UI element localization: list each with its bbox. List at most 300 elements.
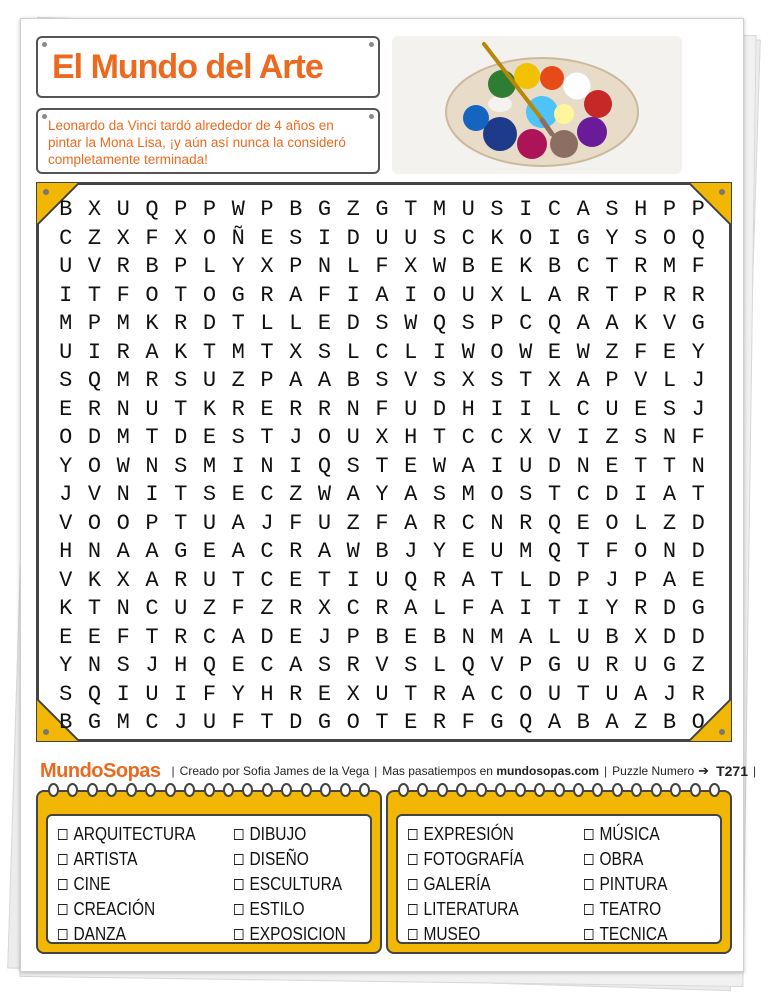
checkbox-icon[interactable] [234,929,243,940]
grid-letter[interactable]: T [202,339,217,365]
grid-letter[interactable]: E [547,339,562,365]
word-list-item[interactable] [584,897,667,922]
grid-letter[interactable]: X [174,225,188,251]
grid-letter[interactable]: R [432,510,447,536]
grid-letter[interactable]: A [404,510,418,536]
grid-letter[interactable]: H [634,197,648,222]
grid-letter[interactable]: V [87,482,102,507]
grid-letter[interactable]: E [202,539,217,564]
grid-letter[interactable]: R [289,396,303,422]
checkbox-icon[interactable] [584,829,593,840]
grid-letter[interactable]: A [547,282,562,308]
grid-letter[interactable]: L [519,282,533,308]
grid-letter[interactable]: Z [605,339,619,365]
grid-letter[interactable]: O [87,453,102,479]
checkbox-icon[interactable] [58,904,67,915]
word-list-item[interactable] [584,847,667,872]
grid-letter[interactable]: U [404,396,418,422]
checkbox-icon[interactable] [234,904,243,915]
grid-letter[interactable]: D [662,596,677,621]
grid-letter[interactable]: C [260,567,274,593]
grid-letter[interactable]: O [490,339,504,365]
grid-letter[interactable]: C [461,510,475,536]
grid-letter[interactable]: R [375,596,389,621]
grid-letter[interactable]: G [231,282,245,308]
grid-letter[interactable]: U [202,510,217,536]
grid-letter[interactable]: Y [231,681,245,707]
grid-letter[interactable]: F [605,539,619,564]
grid-letter[interactable]: D [346,225,360,251]
grid-letter[interactable]: A [576,197,590,222]
grid-letter[interactable]: M [461,482,475,507]
grid-letter[interactable]: Q [87,681,102,707]
grid-letter[interactable]: I [404,282,418,308]
grid-letter[interactable]: E [317,681,332,707]
grid-letter[interactable]: R [289,539,303,564]
grid-letter[interactable]: P [260,197,274,222]
grid-letter[interactable]: J [174,710,188,735]
grid-letter[interactable]: L [260,311,274,336]
grid-letter[interactable]: G [317,197,332,222]
grid-letter[interactable]: Q [87,368,102,393]
grid-letter[interactable]: H [174,653,188,678]
grid-letter[interactable]: T [404,681,418,707]
grid-letter[interactable]: U [116,197,130,222]
grid-letter[interactable]: E [289,624,303,650]
grid-letter[interactable]: D [432,396,447,422]
grid-letter[interactable]: A [231,539,245,564]
grid-letter[interactable]: O [202,282,217,308]
grid-letter[interactable]: R [87,396,102,422]
grid-letter[interactable]: L [547,624,562,650]
grid-letter[interactable]: F [634,339,648,365]
word-list-item[interactable] [58,847,196,872]
grid-letter[interactable]: R [519,510,533,536]
grid-letter[interactable]: T [375,453,389,479]
grid-letter[interactable]: N [145,453,159,479]
grid-letter[interactable]: G [317,710,332,735]
grid-letter[interactable]: T [260,710,274,735]
grid-letter[interactable]: N [346,396,360,422]
grid-letter[interactable]: C [461,425,475,450]
grid-letter[interactable]: A [375,282,389,308]
grid-letter[interactable]: T [145,425,159,450]
grid-letter[interactable]: I [346,567,360,593]
grid-letter[interactable]: J [404,539,418,564]
grid-letter[interactable]: G [547,653,562,678]
grid-letter[interactable]: E [404,624,418,650]
checkbox-icon[interactable] [584,879,593,890]
grid-letter[interactable]: Z [634,710,648,735]
grid-letter[interactable]: G [662,653,677,678]
grid-letter[interactable]: F [691,425,705,450]
grid-letter[interactable]: E [231,482,245,507]
grid-letter[interactable]: S [174,368,188,393]
grid-letter[interactable]: R [174,567,188,593]
grid-letter[interactable]: M [231,339,245,365]
grid-letter[interactable]: S [174,453,188,479]
grid-letter[interactable]: B [346,368,360,393]
grid-letter[interactable]: A [346,482,360,507]
grid-letter[interactable]: R [605,653,619,678]
grid-letter[interactable]: T [605,254,619,279]
grid-letter[interactable]: V [375,653,389,678]
grid-letter[interactable]: D [662,624,677,650]
word-list-item[interactable] [584,822,667,847]
grid-letter[interactable]: K [634,311,648,336]
grid-letter[interactable]: S [490,368,504,393]
grid-letter[interactable]: A [231,624,245,650]
grid-letter[interactable]: F [317,282,332,308]
grid-letter[interactable]: G [576,225,590,251]
grid-letter[interactable]: F [145,225,159,251]
grid-letter[interactable]: R [116,339,130,365]
grid-letter[interactable]: L [432,653,447,678]
grid-letter[interactable]: M [662,254,677,279]
grid-letter[interactable]: D [87,425,102,450]
grid-letter[interactable]: H [461,396,475,422]
grid-letter[interactable]: I [490,453,504,479]
grid-letter[interactable]: N [116,396,130,422]
grid-letter[interactable]: U [174,596,188,621]
grid-letter[interactable]: T [174,510,188,536]
grid-letter[interactable]: E [404,710,418,735]
grid-letter[interactable]: L [202,254,217,279]
grid-letter[interactable]: Y [605,596,619,621]
grid-letter[interactable]: Q [461,653,475,678]
grid-letter[interactable]: Q [202,653,217,678]
grid-letter[interactable]: D [346,311,360,336]
grid-letter[interactable]: R [174,311,188,336]
grid-letter[interactable]: X [375,425,389,450]
grid-letter[interactable]: I [519,396,533,422]
grid-letter[interactable]: S [317,339,332,365]
grid-letter[interactable]: J [605,567,619,593]
grid-letter[interactable]: L [404,339,418,365]
grid-letter[interactable]: J [59,482,73,507]
grid-letter[interactable]: V [87,254,102,279]
grid-letter[interactable]: O [634,539,648,564]
grid-letter[interactable]: T [576,681,590,707]
grid-letter[interactable]: S [404,653,418,678]
grid-letter[interactable]: E [662,339,677,365]
grid-letter[interactable]: U [490,539,504,564]
grid-letter[interactable]: T [260,425,274,450]
word-list-item[interactable] [234,922,346,947]
grid-letter[interactable]: C [461,225,475,251]
grid-letter[interactable]: A [461,681,475,707]
grid-letter[interactable]: R [432,567,447,593]
grid-letter[interactable]: D [547,453,562,479]
grid-letter[interactable]: O [519,225,533,251]
grid-letter[interactable]: K [202,396,217,422]
grid-letter[interactable]: G [691,311,705,336]
grid-letter[interactable]: V [404,368,418,393]
grid-letter[interactable]: L [547,396,562,422]
grid-letter[interactable]: U [59,254,73,279]
grid-letter[interactable]: I [346,282,360,308]
grid-letter[interactable]: K [490,225,504,251]
checkbox-icon[interactable] [584,904,593,915]
word-list-item[interactable] [58,822,196,847]
grid-letter[interactable]: J [260,510,274,536]
checkbox-icon[interactable] [58,829,67,840]
grid-letter[interactable]: N [317,254,332,279]
grid-letter[interactable]: K [145,311,159,336]
grid-letter[interactable]: W [346,539,360,564]
grid-letter[interactable]: M [116,368,130,393]
grid-letter[interactable]: T [145,624,159,650]
grid-letter[interactable]: C [576,482,590,507]
grid-letter[interactable]: E [605,453,619,479]
grid-letter[interactable]: X [519,425,533,450]
grid-letter[interactable]: T [174,396,188,422]
grid-letter[interactable]: O [432,282,447,308]
grid-letter[interactable]: S [289,225,303,251]
grid-letter[interactable]: Z [691,653,705,678]
grid-letter[interactable]: S [375,368,389,393]
grid-letter[interactable]: U [202,710,217,735]
grid-letter[interactable]: V [662,311,677,336]
grid-letter[interactable]: E [634,396,648,422]
grid-letter[interactable]: G [490,710,504,735]
grid-letter[interactable]: T [174,482,188,507]
grid-letter[interactable]: C [59,225,73,251]
grid-letter[interactable]: R [231,396,245,422]
grid-letter[interactable]: H [260,681,274,707]
grid-letter[interactable]: N [576,453,590,479]
grid-letter[interactable]: S [634,425,648,450]
grid-letter[interactable]: D [547,567,562,593]
grid-letter[interactable]: K [519,254,533,279]
grid-letter[interactable]: I [519,197,533,222]
grid-letter[interactable]: I [634,482,648,507]
grid-letter[interactable]: E [260,396,274,422]
grid-letter[interactable]: G [375,197,389,222]
word-list-item[interactable] [58,922,196,947]
grid-letter[interactable]: D [605,482,619,507]
grid-letter[interactable]: U [634,653,648,678]
grid-letter[interactable]: S [202,482,217,507]
grid-letter[interactable]: Q [519,710,533,735]
grid-letter[interactable]: P [145,510,159,536]
grid-letter[interactable]: G [691,596,705,621]
grid-letter[interactable]: A [547,710,562,735]
grid-letter[interactable]: E [87,624,102,650]
grid-letter[interactable]: A [231,510,245,536]
word-list-item[interactable] [234,872,346,897]
grid-letter[interactable]: B [461,254,475,279]
grid-letter[interactable]: A [461,453,475,479]
grid-letter[interactable]: O [59,425,73,450]
grid-letter[interactable]: Z [346,510,360,536]
checkbox-icon[interactable] [58,854,67,865]
grid-letter[interactable]: N [461,624,475,650]
grid-letter[interactable]: E [289,567,303,593]
word-list-item[interactable] [408,922,524,947]
grid-letter[interactable]: M [116,311,130,336]
grid-letter[interactable]: O [145,282,159,308]
word-list-item[interactable] [408,872,524,897]
grid-letter[interactable]: F [375,396,389,422]
grid-letter[interactable]: R [634,254,648,279]
grid-letter[interactable]: A [289,368,303,393]
grid-letter[interactable]: R [662,282,677,308]
grid-letter[interactable]: V [59,567,73,593]
grid-letter[interactable]: Y [59,453,73,479]
grid-letter[interactable]: J [691,368,705,393]
checkbox-icon[interactable] [408,929,417,940]
grid-letter[interactable]: I [87,339,102,365]
grid-letter[interactable]: Z [346,197,360,222]
grid-letter[interactable]: W [432,453,447,479]
grid-letter[interactable]: D [260,624,274,650]
grid-letter[interactable]: A [404,596,418,621]
grid-letter[interactable]: D [691,510,705,536]
grid-letter[interactable]: F [461,710,475,735]
grid-letter[interactable]: B [547,254,562,279]
grid-letter[interactable]: N [116,482,130,507]
grid-letter[interactable]: P [87,311,102,336]
grid-letter[interactable]: F [202,681,217,707]
checkbox-icon[interactable] [584,854,593,865]
grid-letter[interactable]: X [317,596,332,621]
grid-letter[interactable]: D [202,311,217,336]
grid-letter[interactable]: W [116,453,130,479]
checkbox-icon[interactable] [408,854,417,865]
grid-letter[interactable]: E [59,624,73,650]
word-list-item[interactable] [58,897,196,922]
grid-letter[interactable]: U [519,453,533,479]
checkbox-icon[interactable] [58,879,67,890]
grid-letter[interactable]: D [174,425,188,450]
grid-letter[interactable]: T [691,482,705,507]
grid-letter[interactable]: A [317,368,332,393]
letter-grid[interactable] [52,196,712,738]
grid-letter[interactable]: I [174,681,188,707]
grid-letter[interactable]: I [576,425,590,450]
grid-letter[interactable]: P [519,653,533,678]
grid-letter[interactable]: V [547,425,562,450]
grid-letter[interactable]: T [490,567,504,593]
grid-letter[interactable]: V [634,368,648,393]
grid-letter[interactable]: Q [547,539,562,564]
grid-letter[interactable]: D [691,539,705,564]
grid-letter[interactable]: A [576,368,590,393]
grid-letter[interactable]: P [634,567,648,593]
grid-letter[interactable]: Q [145,197,159,222]
grid-letter[interactable]: X [289,339,303,365]
grid-letter[interactable]: S [605,197,619,222]
grid-letter[interactable]: W [576,339,590,365]
grid-letter[interactable]: N [260,453,274,479]
word-list-item[interactable] [408,897,524,922]
grid-letter[interactable]: W [317,482,332,507]
grid-letter[interactable]: J [145,653,159,678]
checkbox-icon[interactable] [408,879,417,890]
grid-letter[interactable]: S [346,453,360,479]
grid-letter[interactable]: A [145,539,159,564]
grid-letter[interactable]: X [490,282,504,308]
grid-letter[interactable]: T [576,539,590,564]
grid-letter[interactable]: T [404,197,418,222]
grid-letter[interactable]: S [432,482,447,507]
grid-letter[interactable]: O [605,510,619,536]
grid-letter[interactable]: Ñ [231,225,245,251]
grid-letter[interactable]: F [116,624,130,650]
grid-letter[interactable]: K [87,567,102,593]
grid-letter[interactable]: X [461,368,475,393]
grid-letter[interactable]: I [547,225,562,251]
grid-letter[interactable]: F [116,282,130,308]
grid-letter[interactable]: M [59,311,73,336]
grid-letter[interactable]: U [375,681,389,707]
word-list-item[interactable] [584,872,667,897]
grid-letter[interactable]: O [519,681,533,707]
grid-letter[interactable]: A [289,653,303,678]
grid-letter[interactable]: A [461,567,475,593]
grid-letter[interactable]: A [662,482,677,507]
grid-letter[interactable]: Z [202,596,217,621]
grid-letter[interactable]: T [605,282,619,308]
grid-letter[interactable]: T [317,567,332,593]
grid-letter[interactable]: B [289,197,303,222]
grid-letter[interactable]: T [634,453,648,479]
checkbox-icon[interactable] [58,929,67,940]
grid-letter[interactable]: U [317,510,332,536]
grid-letter[interactable]: X [346,681,360,707]
grid-letter[interactable]: C [260,653,274,678]
grid-letter[interactable]: F [691,254,705,279]
grid-letter[interactable]: A [490,596,504,621]
grid-letter[interactable]: S [317,653,332,678]
grid-letter[interactable]: E [317,311,332,336]
grid-letter[interactable]: Y [59,653,73,678]
grid-letter[interactable]: W [519,339,533,365]
grid-letter[interactable]: O [691,710,705,735]
grid-letter[interactable]: C [260,539,274,564]
grid-letter[interactable]: B [662,710,677,735]
grid-letter[interactable]: U [547,681,562,707]
grid-letter[interactable]: T [174,282,188,308]
grid-letter[interactable]: P [605,368,619,393]
grid-letter[interactable]: K [59,596,73,621]
grid-letter[interactable]: R [260,282,274,308]
word-list-item[interactable] [408,847,524,872]
grid-letter[interactable]: O [662,225,677,251]
grid-letter[interactable]: T [547,596,562,621]
grid-letter[interactable]: P [346,624,360,650]
grid-letter[interactable]: I [116,681,130,707]
grid-letter[interactable]: P [202,197,217,222]
grid-letter[interactable]: P [174,254,188,279]
grid-letter[interactable]: N [662,539,677,564]
grid-letter[interactable]: O [202,225,217,251]
grid-letter[interactable]: N [662,425,677,450]
grid-letter[interactable]: S [59,681,73,707]
grid-letter[interactable]: U [145,681,159,707]
grid-letter[interactable]: L [346,339,360,365]
grid-letter[interactable]: O [87,510,102,536]
grid-letter[interactable]: S [519,482,533,507]
grid-letter[interactable]: A [576,311,590,336]
grid-letter[interactable]: D [691,624,705,650]
grid-letter[interactable]: E [260,225,274,251]
grid-letter[interactable]: A [662,567,677,593]
grid-letter[interactable]: B [576,710,590,735]
checkbox-icon[interactable] [234,854,243,865]
grid-letter[interactable]: C [576,396,590,422]
